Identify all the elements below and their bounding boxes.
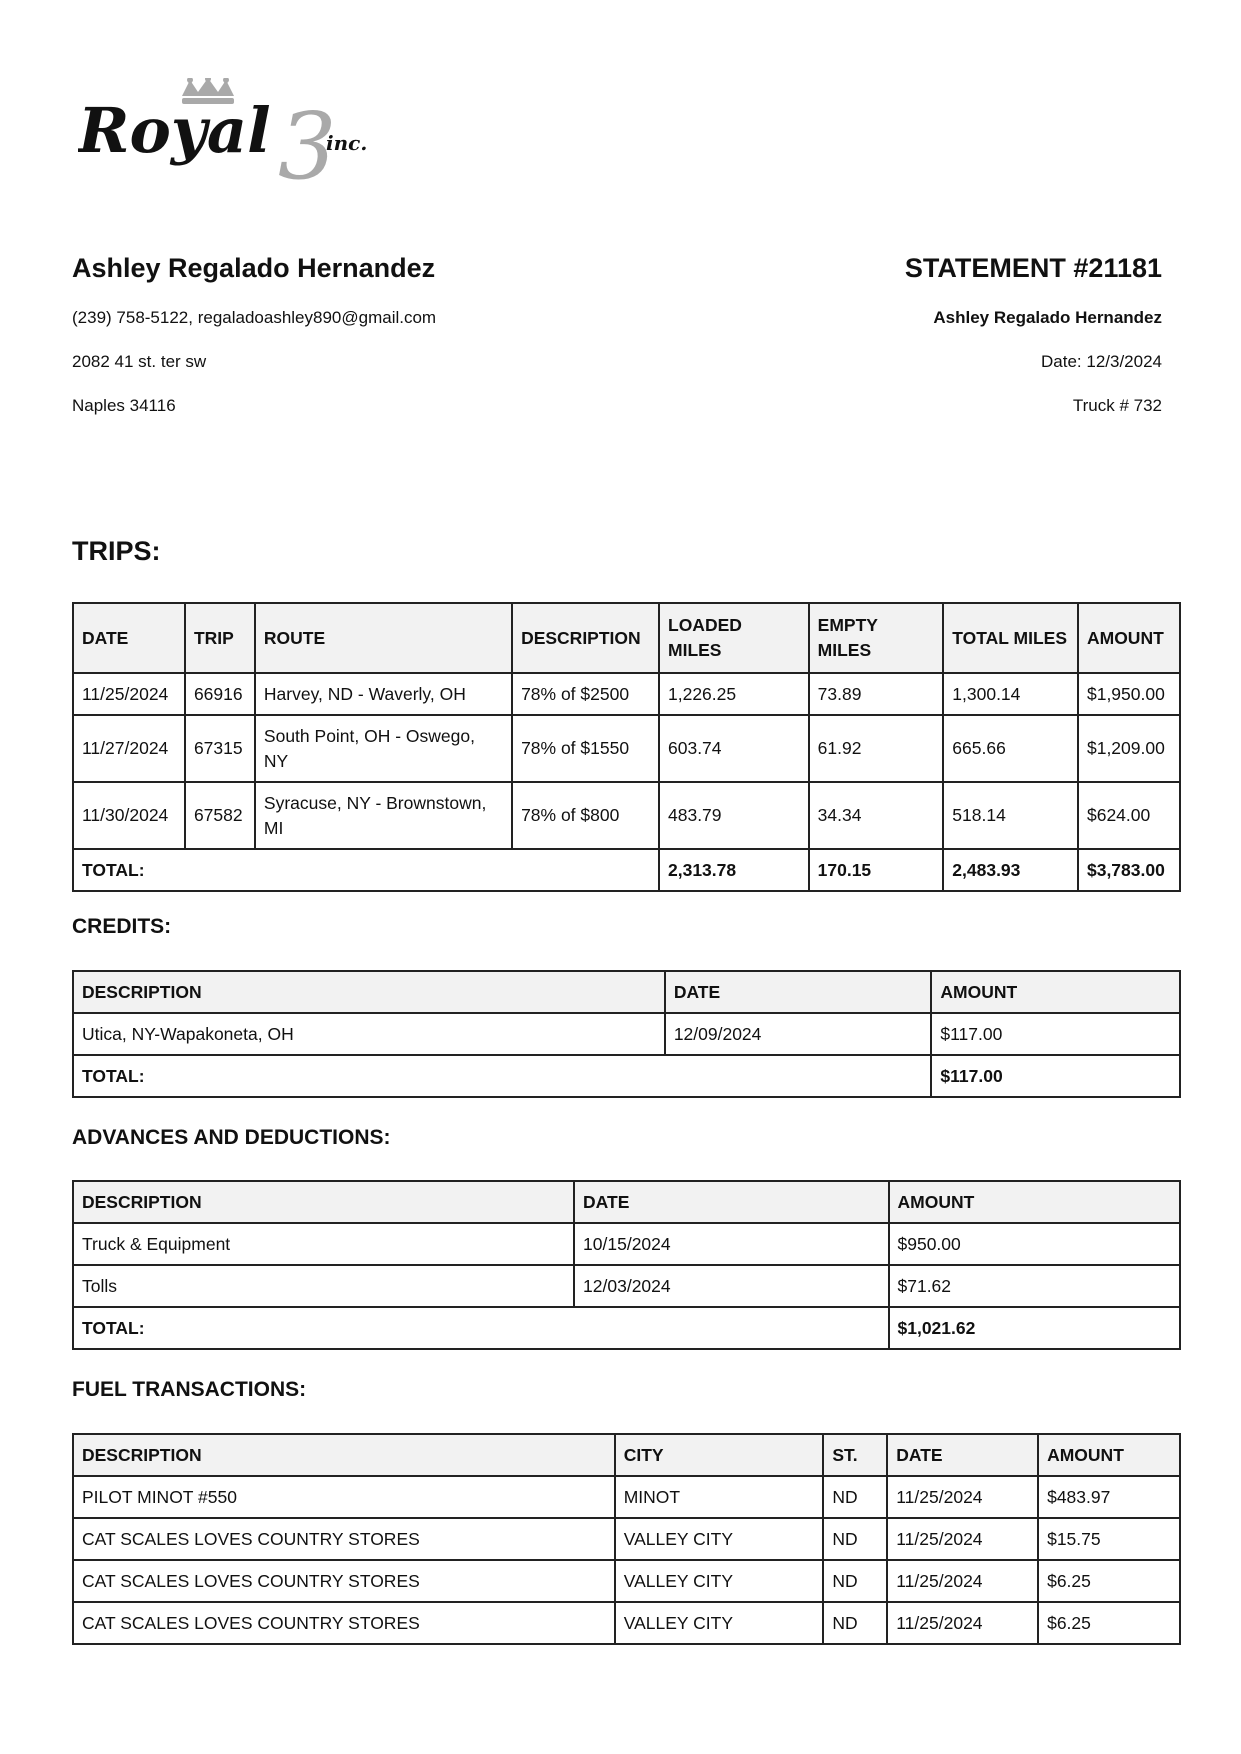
driver-address-line1: 2082 41 st. ter sw [72,352,207,371]
cell: 10/15/2024 [574,1223,888,1265]
col-header: ROUTE [255,603,512,673]
table-row [73,1265,1180,1307]
col-header: DATE [574,1181,888,1223]
total-loaded-miles: 2,313.78 [659,849,809,891]
total-label: TOTAL: [73,849,659,891]
cell: 78% of $2500 [512,673,659,715]
cell: $6.25 [1038,1602,1180,1644]
cell: Tolls [73,1265,574,1307]
advances-table [72,1180,1181,1350]
cell: ND [823,1602,887,1644]
col-header: AMOUNT [889,1181,1181,1223]
cell: ND [823,1518,887,1560]
cell: 12/09/2024 [665,1013,932,1055]
cell: 78% of $1550 [512,715,659,782]
cell: PILOT MINOT #550 [73,1476,615,1518]
trips-total-row [73,849,1180,891]
credits-header-row [73,971,1180,1013]
cell: 11/25/2024 [73,673,185,715]
trips-table [72,602,1181,892]
credits-title: CREDITS: [72,915,172,938]
cell: CAT SCALES LOVES COUNTRY STORES [73,1518,615,1560]
cell: $71.62 [889,1265,1181,1307]
col-header: DESCRIPTION [73,971,665,1013]
statement-info [602,252,1162,440]
total-empty-miles: 170.15 [809,849,944,891]
cell: MINOT [615,1476,824,1518]
col-header: DATE [887,1434,1038,1476]
cell: 66916 [185,673,255,715]
col-header: LOADED MILES [659,603,809,673]
cell: 11/25/2024 [887,1560,1038,1602]
table-row [73,1518,1180,1560]
table-row [73,715,1180,782]
cell: South Point, OH - Oswego, NY [255,715,512,782]
cell: 11/27/2024 [73,715,185,782]
table-row [73,782,1180,849]
col-header: TOTAL MILES [943,603,1078,673]
col-header: DATE [73,603,185,673]
col-header: AMOUNT [931,971,1180,1013]
cell: $950.00 [889,1223,1181,1265]
fuel-header-row [73,1434,1180,1476]
cell: $6.25 [1038,1560,1180,1602]
table-row [73,1602,1180,1644]
col-header: EMPTY MILES [809,603,944,673]
table-row [73,1560,1180,1602]
cell: 1,226.25 [659,673,809,715]
cell: 12/03/2024 [574,1265,888,1307]
statement-title: STATEMENT #21181 [904,253,1162,283]
advances-total-row [73,1307,1180,1349]
driver-name: Ashley Regalado Hernandez [72,253,436,283]
table-row [73,1476,1180,1518]
cell: 61.92 [809,715,944,782]
statement-name: Ashley Regalado Hernandez [933,308,1162,327]
fuel-title: FUEL TRANSACTIONS: [72,1378,307,1401]
cell: VALLEY CITY [615,1560,824,1602]
cell: VALLEY CITY [615,1518,824,1560]
col-header: DESCRIPTION [512,603,659,673]
table-row [73,673,1180,715]
logo-suffix: inc. [326,131,368,155]
col-header: DATE [665,971,932,1013]
advances-title: ADVANCES AND DEDUCTIONS: [72,1126,391,1149]
statement-truck: Truck # 732 [1072,396,1162,415]
cell: Harvey, ND - Waverly, OH [255,673,512,715]
total-amount: $1,021.62 [889,1307,1181,1349]
cell: $117.00 [931,1013,1180,1055]
col-header: DESCRIPTION [73,1181,574,1223]
cell: $15.75 [1038,1518,1180,1560]
total-amount: $3,783.00 [1078,849,1180,891]
cell: $1,209.00 [1078,715,1180,782]
logo-wordmark: Royal [78,94,271,167]
total-label: TOTAL: [73,1307,889,1349]
advances-header-row [73,1181,1180,1223]
driver-contact: (239) 758-5122, regaladoashley890@gmail.com [72,308,437,327]
cell: Truck & Equipment [73,1223,574,1265]
cell: $1,950.00 [1078,673,1180,715]
col-header: DESCRIPTION [73,1434,615,1476]
company-logo [78,78,383,188]
cell: 78% of $800 [512,782,659,849]
cell: CAT SCALES LOVES COUNTRY STORES [73,1602,615,1644]
cell: CAT SCALES LOVES COUNTRY STORES [73,1560,615,1602]
credits-table [72,970,1181,1098]
table-row [73,1013,1180,1055]
total-total-miles: 2,483.93 [943,849,1078,891]
cell: 1,300.14 [943,673,1078,715]
cell: 11/25/2024 [887,1602,1038,1644]
total-label: TOTAL: [73,1055,931,1097]
cell: 67582 [185,782,255,849]
cell: VALLEY CITY [615,1602,824,1644]
cell: 34.34 [809,782,944,849]
cell: ND [823,1476,887,1518]
cell: Syracuse, NY - Brownstown, MI [255,782,512,849]
cell: Utica, NY-Wapakoneta, OH [73,1013,665,1055]
col-header: ST. [823,1434,887,1476]
royal3-logo-graphic [78,78,383,188]
driver-info [72,252,632,440]
cell: 11/25/2024 [887,1518,1038,1560]
table-row [73,1223,1180,1265]
cell: 73.89 [809,673,944,715]
fuel-table [72,1433,1181,1645]
cell: ND [823,1560,887,1602]
credits-total-row [73,1055,1180,1097]
trips-title: TRIPS: [72,536,161,566]
total-amount: $117.00 [931,1055,1180,1097]
col-header: AMOUNT [1078,603,1180,673]
col-header: AMOUNT [1038,1434,1180,1476]
cell: 67315 [185,715,255,782]
col-header: TRIP [185,603,255,673]
cell: 11/25/2024 [887,1476,1038,1518]
cell: 518.14 [943,782,1078,849]
cell: $624.00 [1078,782,1180,849]
cell: 665.66 [943,715,1078,782]
cell: 603.74 [659,715,809,782]
statement-date: Date: 12/3/2024 [1041,352,1162,371]
driver-address-line2: Naples 34116 [72,396,176,415]
col-header: CITY [615,1434,824,1476]
logo-numeral: 3 [278,93,337,188]
cell: 483.79 [659,782,809,849]
cell: $483.97 [1038,1476,1180,1518]
cell: 11/30/2024 [73,782,185,849]
trips-header-row [73,603,1180,673]
